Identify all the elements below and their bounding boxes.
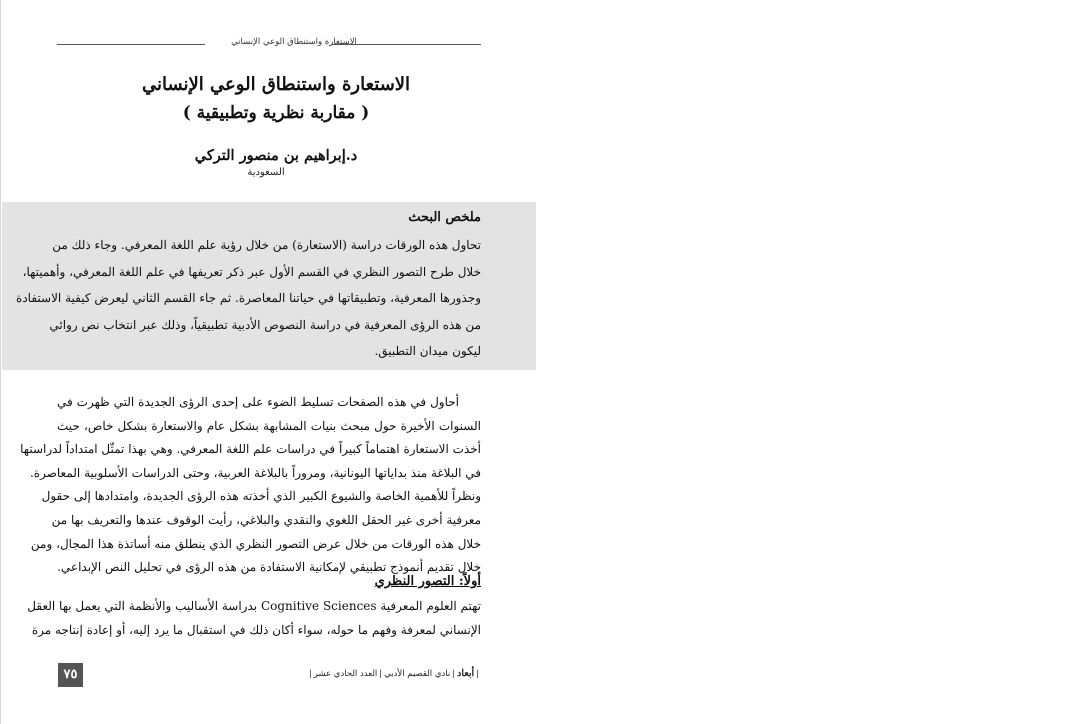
section-line: تهتم العلوم المعرفية Cognitive Sciences بدراسة الأساليب والأنظمة التي يعمل بها العقل	[27, 599, 481, 613]
intro-line: خلال هذه الورقات من خلال عرض التصور النظري الذي ينطلق منه أساتذة هذا المجال، ومن	[30, 536, 481, 551]
running-header	[57, 37, 481, 51]
section-paragraph	[27, 595, 481, 642]
abstract-line: وجذورها المعرفية، وتطبيقاتها في حياتنا المعاصرة. ثم جاء القسم الثاني ليعرض كيفية الاستفادة	[16, 291, 481, 305]
abstract-line: خلال طرح التصور النظري في القسم الأول عبر ذكر تعريفها في علم اللغة المعرفي، وأهميتها،	[22, 264, 481, 279]
author-name: د.إبراهيم بن منصور التركي	[194, 147, 358, 164]
intro-line: السنوات الأخيرة حول مبحث بنيات المشابهة بشكل عام والاستعارة بشكل خاص، حيث	[57, 418, 481, 433]
header-rule-left	[57, 44, 205, 45]
abstract-line: ليكون ميدان التطبيق.	[374, 344, 481, 358]
intro-line: خلال تقديم أنموذج تطبيقي لإمكانية الاستفادة من هذه الرؤى في تحليل النص الإبداعي.	[57, 560, 481, 575]
page-number: ٧٥	[58, 663, 83, 687]
footer-issue: العدد الحادي عشر	[313, 669, 378, 679]
intro-paragraph	[20, 391, 481, 580]
abstract-line: من هذه الرؤى المعرفية في دراسة النصوص الأدبية تطبيقياً، وذلك عبر انتخاب نص روائي	[49, 317, 481, 332]
section-line: الإنساني لمعرفة وفهم ما حوله، سواء أكان ذلك في استقبال ما يرد إليه، أو إعادة إنتاجه مرة	[31, 622, 481, 637]
intro-line: في البلاغة منذ بداياتها اليونانية، ومروراً بالبلاغة العربية، وحتى الدراسات الأسلوبية المعاصرة.	[29, 465, 481, 480]
intro-line: أحاول في هذه الصفحات تسليط الضوء على إحدى الرؤى الجديدة التي ظهرت في	[57, 395, 459, 409]
section-heading: أولاً: التصور النظري	[374, 574, 481, 589]
article-subtitle: ( مقاربة نظرية وتطبيقية )	[182, 103, 370, 123]
intro-line: أخذت الاستعارة اهتماماً كبيراً في دراسات علم اللغة المعرفي. وهي بهذا تمثّل امتداداً لدراستها	[20, 442, 481, 457]
intro-line: معرفية أخرى غير الحقل اللغوي والنقدي والبلاغي، رأيت الوقوف عندها والتعريف بها من	[51, 512, 481, 527]
facing-page-blank	[536, 0, 1071, 724]
header-rule-right	[331, 44, 481, 45]
intro-line: ونظراً للأهمية الخاصة والشيوع الكبير الذي أخذته هذه الرؤى الجديدة، وامتدادها إلى حقول	[41, 489, 481, 504]
abstract-heading: ملخص البحث	[408, 210, 481, 225]
abstract-line: تحاول هذه الورقات دراسة (الاستعارة) من خلال رؤية علم اللغة المعرفي. وجاء ذلك من	[52, 238, 481, 252]
author-country: السعودية	[247, 167, 285, 178]
footer: |أبعاد|نادي القصيم الأدبي|العدد الحادي عشر|	[308, 668, 479, 679]
footer-brand: أبعاد	[457, 668, 475, 679]
running-header-text: الاستعارة واستنطاق الوعي الإنساني	[231, 37, 357, 47]
footer-club: نادي القصيم الأدبي	[384, 669, 451, 679]
article-title: الاستعارة واستنطاق الوعي الإنساني	[141, 74, 411, 95]
abstract-body	[16, 232, 481, 365]
